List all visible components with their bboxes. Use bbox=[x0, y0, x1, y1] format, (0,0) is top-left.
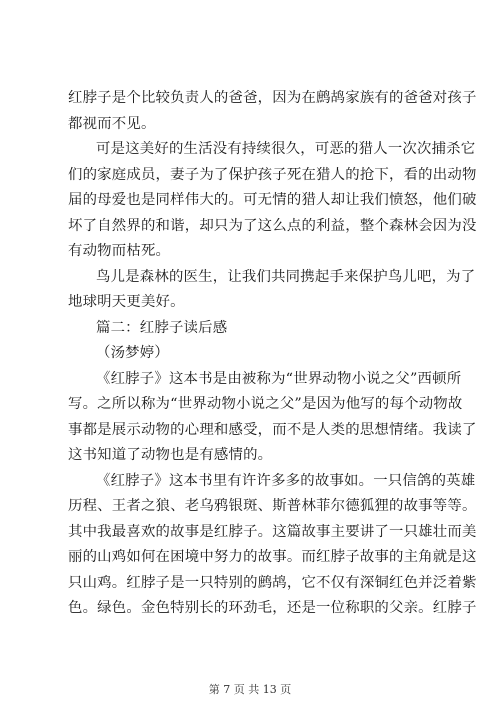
text-line: 色。绿色。金色特别长的环劲毛，还是一位称职的父亲。红脖子 bbox=[68, 600, 477, 616]
paragraph-lines bbox=[68, 86, 477, 622]
text-line: 事都是展示动物的心理和感受，而不是人类的思想情绪。我读了 bbox=[68, 421, 477, 438]
text-line: 们的家庭成员，妻子为了保护孩子死在猎人的抢下，看的出动物 bbox=[68, 166, 477, 183]
text-line: 写。之所以称为“世界动物小说之父”是因为他写的每个动物故 bbox=[68, 396, 463, 412]
text-line: 届的母爱也是同样伟大的。可无情的猎人却让我们愤怒，他们破 bbox=[68, 192, 477, 208]
text-line: 都视而不见。 bbox=[68, 115, 156, 132]
text-line: 历程、王者之狼、老乌鸦银斑、斯普林菲尔德狐狸的故事等等。 bbox=[68, 498, 477, 514]
text-line: 其中我最喜欢的故事是红脖子。这篇故事主要讲了一只雄壮而美 bbox=[68, 523, 477, 540]
text-line: 只山鸡。红脖子是一只特别的鹧鸪，它不仅有深铜红色并泛着紫 bbox=[68, 574, 477, 591]
text-line: 可是这美好的生活没有持续很久，可恶的猎人一次次捕杀它 bbox=[96, 141, 476, 157]
body-text bbox=[68, 86, 477, 622]
text-line: 篇二：红脖子读后感 bbox=[96, 319, 228, 336]
page-number-footer: 第 7 页 共 13 页 bbox=[208, 683, 292, 696]
text-line: 坏了自然界的和谐，却只为了这么点的利益，整个森林会因为没 bbox=[68, 217, 477, 234]
text-line: 地球明天更美好。 bbox=[68, 294, 185, 310]
text-line: 有动物而枯死。 bbox=[68, 243, 171, 259]
text-line: 《红脖子》这本书里有许许多多的故事如。一只信鸽的英雄 bbox=[96, 472, 476, 489]
text-line: 这书知道了动物也是有感情的。 bbox=[68, 447, 273, 463]
text-line: 鸟儿是森林的医生，让我们共同携起手来保护鸟儿吧，为了 bbox=[96, 268, 476, 285]
text-line: 丽的山鸡如何在困境中努力的故事。而红脖子故事的主角就是这 bbox=[68, 549, 477, 565]
text-line: 红脖子是个比较负责人的爸爸，因为在鹧鸪家族有的爸爸对孩子 bbox=[68, 90, 477, 106]
text-line: 《红脖子》这本书是由被称为“世界动物小说之父”西顿所 bbox=[96, 370, 462, 387]
text-line: （汤梦婷） bbox=[96, 345, 169, 361]
